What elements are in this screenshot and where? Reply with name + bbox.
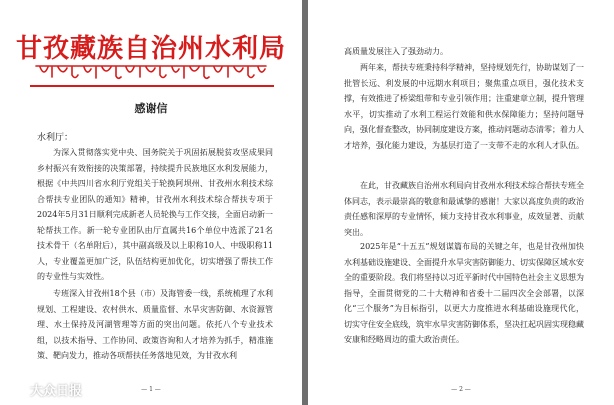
page-number: — 1 — xyxy=(141,386,161,393)
letterhead-title: 甘孜藏族自治州水利局 xyxy=(15,34,286,64)
body-paragraph: 专班深入甘孜州18个县（市）及海管委一线，系统梳理了水利规划、工程建设、农村供水、质量监督、水旱灾害防御、水资源管理、水土保持及河湖管理等方面的突出问题。依托八个专业技术组，以技术指导、工作协同、政策咨询和人才培养为抓手，精准施策、靶向发力，推动各项帮扶任务落地见效，为甘孜水利 xyxy=(37,289,273,360)
salutation: 水利厅： xyxy=(37,133,74,143)
body-paragraph: 2025年是“十五五”规划谋篇布局的关键之年，也是甘孜州加快水利基础设施建设、全面提升水旱灾害防御能力、切实保障区域水安全的重要阶段。我们将坚持以习近平新时代中国特色社会主义思想为指导，全面贯彻党的二十大精神和省委十二届四次全会部署，以深化“三个服务”为目标指引，以更大力度推进水利基础设施现代化，切实守住安全底线，筑牢水旱灾害防御体系，坚决扛起巩固实现稳藏安康和经略周边的重大政治责任。 xyxy=(344,242,584,344)
body-paragraph: 在此，甘孜藏族自治州水利局向甘孜州水利技术综合帮扶专班全体同志，表示最崇高的敬意和最诚挚的感谢！大家以高度负责的政治责任感和深厚的专业情怀，倾力支持甘孜水利事业，成效显著、贡献突出。 xyxy=(344,181,584,237)
page-number: — 2 — xyxy=(451,386,471,393)
letter-title: 感谢信 xyxy=(134,102,168,115)
letterhead-tibetan-script xyxy=(34,62,268,80)
body-paragraph: 为深入贯彻落实党中央、国务院关于巩固拓展脱贫攻坚成果同乡村振兴有效衔接的决策部署，持续提升民族地区水利发展能力，根据《中共四川省水利厅党组关于轮换阿坝州、甘孜州水利技术综合帮扶专业团队的通知》精神，甘孜州水利技术综合帮扶专项于2024年5月31日顺利完成新老人员轮换与工作交接，全面启动新一轮帮扶工作。新一轮专业团队由厅直属共16个单位中选派了21名技术骨干（名单附后），其中副高级及以上职称10人、中级职称11人，专业覆盖更加广泛，队伍结构更加优化，切实增强了帮扶工作的专业性与实效性。 xyxy=(37,148,273,281)
letterhead-divider xyxy=(30,85,274,87)
body-paragraph: 两年来，帮扶专班秉持科学精神，坚持规划先行，协助谋划了一批管长远、利发展的中远期水利项目；聚焦重点项目，强化技术支撑，有效推进了桥梁组带和专业引领作用；注重建章立制，提升管理水平，切实推动了水利工程运行效能和供水保障能力；坚持问题导向，强化督查整改，协同制度建设方案，推动问题动态清零；着力人才培养，强化能力建设，为基层打造了一支带不走的水利人才队伍。 xyxy=(344,63,584,150)
body-paragraph: 高质量发展注入了强劲动力。 xyxy=(344,47,448,56)
watermark-text: 大众日报 xyxy=(30,383,83,399)
letter-page-2 xyxy=(308,0,614,405)
source-watermark xyxy=(4,378,82,400)
letter-page-1 xyxy=(0,0,302,405)
camera-icon xyxy=(4,378,26,400)
